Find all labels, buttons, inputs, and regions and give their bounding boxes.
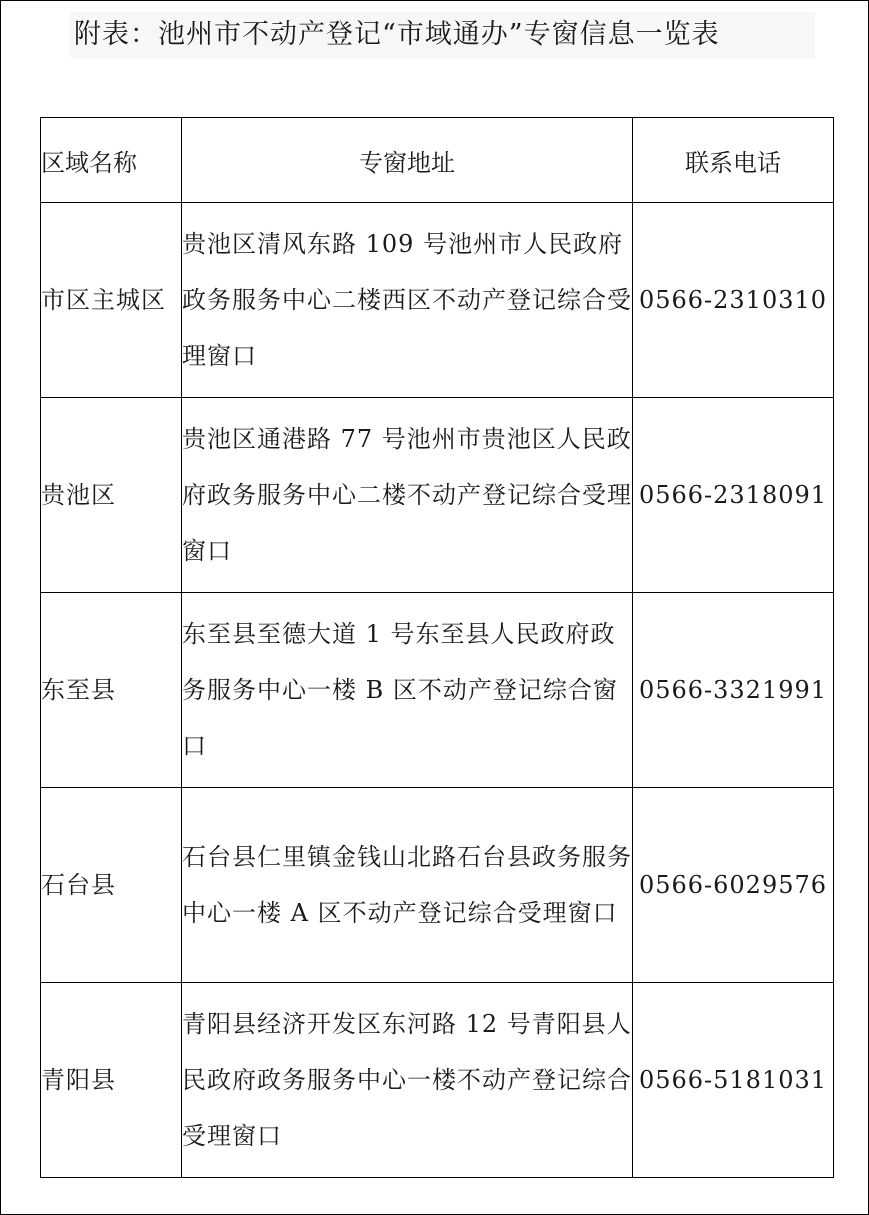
phone-cell: 0566-2310310 [633, 203, 834, 398]
region-cell: 石台县 [41, 788, 182, 983]
address-cell: 贵池区通港路 77 号池州市贵池区人民政府政务服务中心二楼不动产登记综合受理窗口 [182, 398, 633, 593]
address-cell: 青阳县经济开发区东河路 12 号青阳县人民政府政务服务中心一楼不动产登记综合受理窗口 [182, 983, 633, 1178]
table-row [41, 593, 834, 788]
address-cell: 贵池区清风东路 109 号池州市人民政府政务服务中心二楼西区不动产登记综合受理窗口 [182, 203, 633, 398]
address-cell: 东至县至德大道 1 号东至县人民政府政务服务中心一楼 B 区不动产登记综合窗口 [182, 593, 633, 788]
page-title: 附表：池州市不动产登记“市域通办”专窗信息一览表 [70, 12, 815, 58]
region-cell: 市区主城区 [41, 203, 182, 398]
phone-cell: 0566-3321991 [633, 593, 834, 788]
phone-cell: 0566-5181031 [633, 983, 834, 1178]
region-cell: 贵池区 [41, 398, 182, 593]
table-row [41, 983, 834, 1178]
table-row [41, 203, 834, 398]
address-cell: 石台县仁里镇金钱山北路石台县政务服务中心一楼 A 区不动产登记综合受理窗口 [182, 788, 633, 983]
phone-cell: 0566-6029576 [633, 788, 834, 983]
region-cell: 东至县 [41, 593, 182, 788]
table-row [41, 788, 834, 983]
header-phone: 联系电话 [633, 118, 834, 203]
header-region: 区域名称 [41, 118, 182, 203]
phone-cell: 0566-2318091 [633, 398, 834, 593]
header-address: 专窗地址 [182, 118, 633, 203]
table-header-row [41, 118, 834, 203]
region-cell: 青阳县 [41, 983, 182, 1178]
table-row [41, 398, 834, 593]
window-info-table [40, 117, 834, 1178]
